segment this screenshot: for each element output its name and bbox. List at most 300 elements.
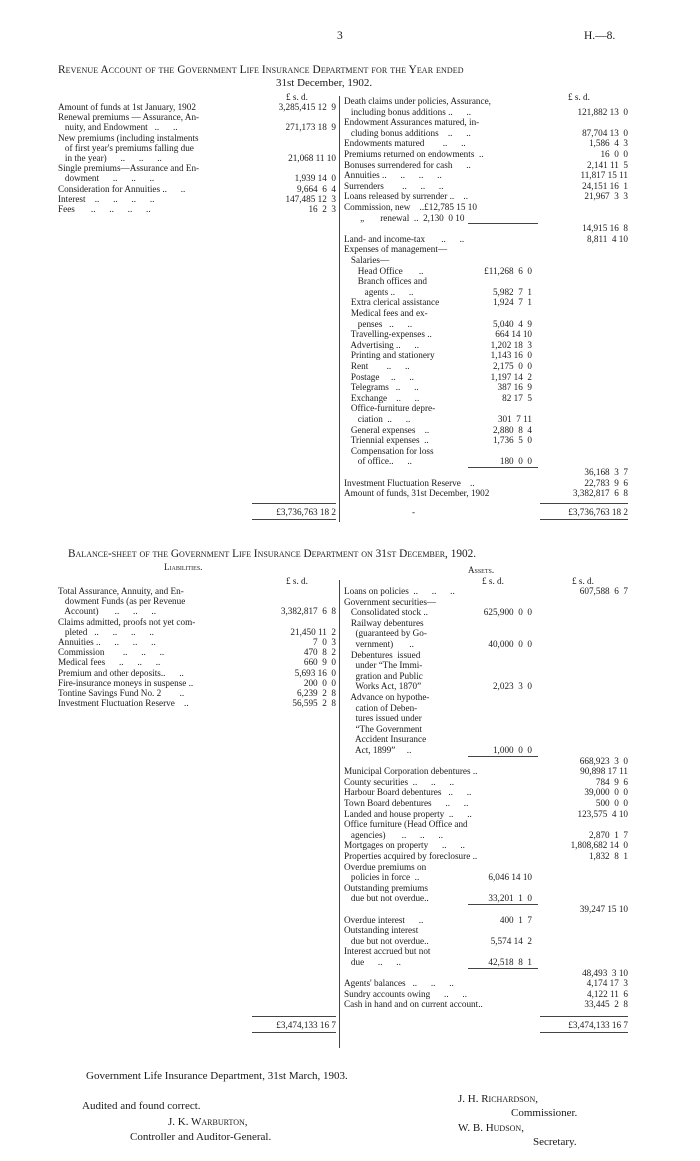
ledger-label: Accident Insurance <box>344 734 427 745</box>
ledger-sub-amount: 1,143 16 0 <box>490 350 532 361</box>
ledger-label: Investment Fluctuation Reserve .. <box>58 698 189 709</box>
ledger-row <box>344 639 628 649</box>
ledger-row <box>344 692 628 702</box>
ledger-row <box>344 819 628 829</box>
ledger-amount: 1,939 14 0 <box>294 173 336 184</box>
ledger-label: Interest .. .. .. .. <box>58 193 155 204</box>
ledger-label: Mortgages on property .. .. <box>344 840 465 851</box>
ledger-row <box>58 204 336 214</box>
auditor-name: J. K. Warburton, <box>168 1116 248 1128</box>
ledger-label: due but not overdue.. <box>344 893 429 904</box>
ledger-sub-amount: 1,202 18 3 <box>490 339 532 350</box>
ledger-row <box>344 756 628 766</box>
ledger-row <box>58 173 336 183</box>
page-number: 3 <box>337 30 343 42</box>
ledger-row <box>344 830 628 840</box>
ledger-row <box>344 968 628 978</box>
balance-rule-left-bottom <box>252 1032 336 1033</box>
ledger-label: “The Government <box>344 723 423 734</box>
secretary-title: Secretary. <box>533 1136 577 1148</box>
ledger-amount: 470 8 2 <box>303 647 336 658</box>
ledger-row <box>344 989 628 999</box>
ledger-label: of first year's premiums falling due <box>58 142 194 153</box>
ledger-amount: 21,967 3 3 <box>584 191 628 202</box>
ledger-label: agents .. .. <box>344 286 414 297</box>
ledger-label: General expenses .. <box>344 424 430 435</box>
balance-total-left: £3,474,133 16 7 <box>276 1020 336 1030</box>
ledger-row <box>58 102 336 112</box>
ledger-label: vernment) .. <box>344 639 414 649</box>
ledger-sub-amount: 82 17 5 <box>502 392 532 403</box>
ledger-amount: 9,664 6 4 <box>296 183 336 194</box>
ledger-label: agencies) .. .. .. <box>344 829 443 840</box>
ledger-row <box>344 361 628 371</box>
ledger-amount: 21,068 11 10 <box>288 153 336 163</box>
ledger-label: cluding bonus additions .. .. <box>344 127 471 138</box>
revenue-rule-left-bottom <box>252 519 336 520</box>
ledger-label: Rent .. .. <box>344 361 410 371</box>
ledger-label: Medical fees and ex- <box>344 308 428 318</box>
ledger-sub-amount: 40,000 0 0 <box>488 639 532 649</box>
ledger-row <box>344 904 628 914</box>
ledger-amount: 1,586 4 3 <box>588 138 628 149</box>
ledger-sub-amount: 1,197 14 2 <box>490 371 532 382</box>
ledger-row <box>58 184 336 194</box>
ledger-row <box>344 255 628 265</box>
assets-heading: Assets. <box>468 565 495 575</box>
ledger-label: due but not overdue.. <box>344 935 429 946</box>
ledger-row <box>344 244 628 254</box>
ledger-row <box>58 133 336 143</box>
ledger-sub-amount: 664 14 10 <box>495 329 532 340</box>
ledger-row <box>344 202 628 212</box>
ledger-row <box>344 713 628 723</box>
ledger-label: ciation .. .. <box>344 414 411 424</box>
ledger-amount: 87,704 13 0 <box>582 127 628 138</box>
ledger-label: gration and Public <box>344 670 423 681</box>
subtotal-rule <box>468 223 538 224</box>
ledger-row <box>58 122 336 132</box>
ledger-label: Compensation for loss <box>344 445 434 456</box>
revenue-currency-right: £ s. d. <box>568 92 590 102</box>
ledger-label: „ renewal .. 2,130 0 10 <box>344 212 465 223</box>
revenue-subtitle: 31st December, 1902. <box>276 77 373 89</box>
ledger-amount: 3,382,817 6 8 <box>280 606 336 617</box>
ledger-row <box>344 999 628 1009</box>
ledger-row <box>344 276 628 286</box>
ledger-row <box>344 671 628 681</box>
ledger-amount: 3,285,415 12 9 <box>278 102 336 112</box>
ledger-row <box>344 618 628 628</box>
ledger-label: Sundry accounts owing .. .. <box>344 988 467 999</box>
ledger-label: Harbour Board debentures .. .. <box>344 787 472 798</box>
ledger-amount: 39,247 15 10 <box>579 904 628 914</box>
auditor-title: Controller and Auditor-General. <box>130 1131 272 1143</box>
ledger-label: Cash in hand and on current account.. <box>344 999 483 1010</box>
ledger-sub-amount: 625,900 0 0 <box>483 607 532 618</box>
ledger-label: Expenses of management— <box>344 244 448 255</box>
ledger-label: Landed and house property .. .. <box>344 808 472 819</box>
ledger-row <box>344 128 628 138</box>
ledger-label: Act, 1899” .. <box>344 745 412 755</box>
ledger-label: Investment Fluctuation Reserve .. <box>344 477 475 488</box>
ledger-row <box>58 627 336 637</box>
revenue-total-left: £3,736,763 18 2 <box>276 507 336 517</box>
ledger-amount: 271,173 18 9 <box>285 122 336 133</box>
ledger-amount: 2,141 11 5 <box>586 159 628 170</box>
ledger-row <box>58 586 336 596</box>
liabilities-heading: Liabilities. <box>164 562 203 572</box>
balance-currency-right: £ s. d. <box>572 576 594 586</box>
ledger-amount: 16 2 3 <box>308 204 336 214</box>
ledger-amount: 4,174 17 3 <box>586 978 628 989</box>
ledger-row <box>58 678 336 688</box>
ledger-label: Telegrams .. .. <box>344 382 419 393</box>
ledger-row <box>344 650 628 660</box>
revenue-rule-right <box>540 503 628 504</box>
ledger-sub-amount: 5,982 7 1 <box>492 286 532 297</box>
ledger-amount: 39,000 0 0 <box>584 787 628 798</box>
ledger-row <box>344 213 628 223</box>
ledger-amount: 11,817 15 11 <box>580 170 628 181</box>
ledger-amount: 5,693 16 0 <box>294 667 336 678</box>
balance-total-right: £3,474,133 16 7 <box>568 1020 628 1030</box>
ledger-row <box>58 688 336 698</box>
ledger-sub-amount: 5,574 14 2 <box>490 935 532 946</box>
ledger-label: due .. .. <box>344 957 401 967</box>
ledger-label: Travelling-expenses .. <box>344 329 432 340</box>
ledger-row <box>344 660 628 670</box>
ledger-row <box>344 107 628 117</box>
ledger-sub-amount: 6,046 14 10 <box>488 872 532 883</box>
ledger-sub-amount: 5,040 4 9 <box>492 318 532 329</box>
ledger-label: Properties acquired by foreclosure .. <box>344 851 478 861</box>
ledger-label: Overdue interest .. <box>344 914 424 925</box>
ledger-row <box>344 149 628 159</box>
ledger-amount: 36,168 3 7 <box>584 467 628 477</box>
revenue-rule-left <box>252 503 336 504</box>
ledger-label: Land- and income-tax .. .. <box>344 233 465 244</box>
commissioner-title: Commissioner. <box>511 1107 578 1119</box>
ledger-label: cation of Deben- <box>344 702 418 713</box>
ledger-row <box>344 425 628 435</box>
ledger-label: Consideration for Annuities .. .. <box>58 183 186 194</box>
ledger-label: Commission .. .. .. <box>58 647 165 658</box>
ledger-row <box>344 223 628 233</box>
ledger-amount: 668,923 3 0 <box>579 755 628 766</box>
ledger-label: in the year) .. .. .. <box>58 153 162 163</box>
ledger-label: Endowment Assurances matured, in- <box>344 117 480 128</box>
revenue-rule-right-bottom <box>540 519 628 520</box>
ledger-amount: 200 0 0 <box>303 677 336 688</box>
ledger-row <box>344 628 628 638</box>
ledger-row <box>344 681 628 691</box>
ledger-label: tures issued under <box>344 713 422 724</box>
ledger-label: Interest accrued but not <box>344 946 431 957</box>
ledger-label: Government securities— <box>344 596 437 607</box>
ledger-label: dowment .. .. .. <box>58 173 155 184</box>
ledger-row <box>344 266 628 276</box>
ledger-amount: 33,445 2 8 <box>584 999 628 1010</box>
secretary-name: W. B. Hudson, <box>458 1122 524 1134</box>
revenue-title: Revenue Account of the Government Life Insurance Department for the Year ended <box>58 64 464 76</box>
ledger-amount: 16 0 0 <box>600 149 628 159</box>
ledger-row <box>58 153 336 163</box>
ledger-row <box>344 181 628 191</box>
subtotal-rule <box>468 968 538 969</box>
ledger-label: Fire-insurance moneys in suspense .. <box>58 677 194 688</box>
ledger-row <box>344 308 628 318</box>
ledger-row <box>58 668 336 678</box>
ledger-row <box>344 372 628 382</box>
ledger-label: Bonuses surrendered for cash .. <box>344 159 471 170</box>
ledger-row <box>344 138 628 148</box>
ledger-row <box>344 117 628 127</box>
ledger-amount: 3,382,817 6 8 <box>572 488 628 499</box>
ledger-label: New premiums (including instalments <box>58 132 199 143</box>
ledger-label: Commission, new ..£12,785 15 10 <box>344 202 477 212</box>
ledger-amount: 2,870 1 7 <box>588 829 628 840</box>
revenue-currency-left: £ s. d. <box>286 92 308 102</box>
ledger-label: of office.. .. <box>344 456 412 467</box>
ledger-label: Office furniture (Head Office and <box>344 819 468 830</box>
ledger-row <box>344 766 628 776</box>
ledger-label: Annuities .. .. .. .. <box>58 637 156 647</box>
ledger-sub-amount: 180 0 0 <box>499 456 532 467</box>
ledger-amount: 7 0 3 <box>313 637 336 647</box>
ledger-sub-amount: 1,736 5 0 <box>492 435 532 446</box>
ledger-row <box>344 456 628 466</box>
ledger-label: Fees .. .. .. .. <box>58 204 151 214</box>
ledger-row <box>58 163 336 173</box>
ledger-row <box>58 143 336 153</box>
ledger-row <box>344 597 628 607</box>
ledger-row <box>344 724 628 734</box>
ledger-label: Extra clerical assistance <box>344 297 440 308</box>
ledger-label: Loans released by surrender .. .. <box>344 191 468 202</box>
ledger-amount: 56,595 2 8 <box>292 698 336 709</box>
ledger-label: Municipal Corporation debentures .. <box>344 766 478 777</box>
ledger-sub-amount: £11,268 6 0 <box>484 265 532 276</box>
ledger-label: Outstanding interest <box>344 925 419 936</box>
ledger-row <box>344 393 628 403</box>
ledger-amount: 123,575 4 10 <box>577 808 628 819</box>
ledger-row <box>344 925 628 935</box>
ledger-label: Office-furniture depre- <box>344 403 436 414</box>
ledger-row <box>344 414 628 424</box>
ledger-label: Renewal premiums — Assurance, An- <box>58 112 200 123</box>
ledger-row <box>344 703 628 713</box>
ledger-label: Advance on hypothe- <box>344 692 430 702</box>
ledger-amount: 8,811 4 10 <box>586 233 628 244</box>
revenue-total-right: £3,736,763 18 2 <box>568 507 628 517</box>
ledger-row <box>344 607 628 617</box>
ledger-label: Surrenders .. .. .. <box>344 180 444 191</box>
ledger-label: Amount of funds, 31st December, 1902 <box>344 488 490 499</box>
ledger-amount: 4,122 11 6 <box>586 988 628 999</box>
ledger-sub-amount: 1,924 7 1 <box>492 297 532 308</box>
balance-currency-mid: £ s. d. <box>482 576 504 586</box>
ledger-amount: 48,493 3 10 <box>582 967 628 978</box>
ledger-row <box>344 319 628 329</box>
ledger-label: Single premiums—Assurance and En- <box>58 163 200 174</box>
ledger-row <box>58 112 336 122</box>
ledger-amount: 1,832 8 1 <box>588 851 628 861</box>
ledger-row <box>344 329 628 339</box>
ledger-label: Medical fees .. .. .. <box>58 657 161 668</box>
ledger-sub-amount: 42,518 8 1 <box>488 957 532 967</box>
ledger-row <box>344 160 628 170</box>
ledger-row <box>344 170 628 180</box>
ledger-amount: 660 9 0 <box>303 657 336 668</box>
department-date-line: Government Life Insurance Department, 31st March, 1903. <box>86 1070 348 1082</box>
ledger-row <box>344 915 628 925</box>
ledger-label: policies in force .. <box>344 872 420 883</box>
ledger-row <box>344 340 628 350</box>
ledger-row <box>58 698 336 708</box>
ledger-label: Exchange .. .. <box>344 392 420 403</box>
ledger-row <box>58 637 336 647</box>
ledger-amount: 21,450 11 2 <box>290 626 336 637</box>
ledger-row <box>344 446 628 456</box>
ledger-label: Advertising .. .. <box>344 339 420 350</box>
ledger-row <box>344 851 628 861</box>
ledger-sub-amount: 2,175 0 0 <box>492 361 532 371</box>
ledger-label: Consolidated stock .. <box>344 607 428 618</box>
ledger-amount: 90,898 17 11 <box>580 766 628 777</box>
ledger-label: Branch offices and <box>344 276 428 287</box>
ledger-label: Death claims under policies, Assurance, <box>344 96 491 106</box>
ledger-sub-amount: 2,880 8 4 <box>492 424 532 435</box>
ledger-row <box>344 382 628 392</box>
ledger-row <box>344 96 628 106</box>
ledger-row <box>344 234 628 244</box>
ledger-row <box>344 872 628 882</box>
ledger-row <box>58 596 336 606</box>
ledger-row <box>344 936 628 946</box>
ledger-label: dowment Funds (as per Revenue <box>58 596 186 607</box>
ledger-row <box>344 787 628 797</box>
ledger-row <box>344 478 628 488</box>
ledger-row <box>344 435 628 445</box>
ledger-row <box>344 403 628 413</box>
ledger-row <box>344 840 628 850</box>
ledger-amount: 500 0 0 <box>595 798 628 808</box>
balance-title: Balance-sheet of the Government Life Insurance Department on 31st December, 1902. <box>68 548 477 560</box>
ledger-label: nuity, and Endowment .. .. <box>58 122 178 133</box>
revenue-divider <box>339 96 340 522</box>
ledger-label: Endowments matured .. .. <box>344 138 466 149</box>
ledger-label: under “The Immi- <box>344 660 423 671</box>
ledger-sub-amount: 301 7 11 <box>497 414 532 424</box>
ledger-label: Postage .. .. <box>344 371 414 382</box>
ledger-label: Works Act, 1870” <box>344 681 422 692</box>
ledger-label: Claims admitted, proofs not yet com- <box>58 616 196 627</box>
subtotal-rule <box>468 467 538 468</box>
ledger-amount: 14,915 16 8 <box>582 223 628 234</box>
balance-currency-left: £ s. d. <box>286 576 308 586</box>
ledger-label: Premiums returned on endowments .. <box>344 149 484 159</box>
ledger-label: Head Office .. <box>344 265 424 276</box>
ledger-row <box>344 883 628 893</box>
ledger-label: Loans on policies .. .. .. <box>344 586 455 596</box>
ledger-row <box>344 488 628 498</box>
ledger-label: Printing and stationery <box>344 350 435 361</box>
ledger-sub-amount: 33,201 1 0 <box>488 893 532 904</box>
ledger-row <box>344 297 628 307</box>
ledger-amount: 24,151 16 1 <box>582 180 628 191</box>
ledger-label: (guaranteed by Go- <box>344 628 427 639</box>
ledger-label: Account) .. .. .. <box>58 606 156 617</box>
balance-rule-right <box>540 1016 628 1017</box>
ledger-row <box>344 467 628 477</box>
ledger-amount: 784 9 6 <box>595 776 628 787</box>
ledger-row <box>344 946 628 956</box>
ledger-label: Agents' balances .. .. .. <box>344 978 454 989</box>
ledger-row <box>344 734 628 744</box>
ledger-row <box>58 194 336 204</box>
ledger-sub-amount: 387 16 9 <box>497 382 532 393</box>
ledger-label: Premium and other deposits.. .. <box>58 667 184 678</box>
ledger-row <box>344 957 628 967</box>
ledger-row <box>344 777 628 787</box>
ledger-sub-amount: 400 1 7 <box>499 914 532 925</box>
subtotal-rule <box>468 756 538 757</box>
balance-rule-right-bottom <box>540 1032 628 1033</box>
ledger-amount: 22,783 9 6 <box>584 477 628 488</box>
ledger-sub-amount: 2,023 3 0 <box>492 681 532 692</box>
balance-divider <box>339 580 340 1048</box>
ledger-row <box>344 798 628 808</box>
ledger-amount: 6,239 2 8 <box>296 688 336 698</box>
ledger-label: Debentures issued <box>344 649 421 660</box>
ledger-amount: 147,485 12 3 <box>285 193 336 204</box>
ledger-row <box>344 586 628 596</box>
ledger-label: Annuities .. .. .. .. <box>344 170 442 181</box>
ledger-row <box>344 350 628 360</box>
audited-note: Audited and found correct. <box>82 1100 201 1112</box>
ledger-label: penses .. .. <box>344 318 413 329</box>
ledger-label: Overdue premiums on <box>344 861 427 872</box>
ledger-label: Amount of funds at 1st January, 1902 <box>58 102 196 112</box>
ledger-label: pleted .. .. .. .. <box>58 626 154 637</box>
ledger-label: Salaries— <box>344 255 390 265</box>
ledger-label: County securities .. .. .. <box>344 776 454 787</box>
ledger-amount: 1,808,682 14 0 <box>570 840 628 851</box>
ledger-row <box>344 862 628 872</box>
ledger-sub-amount: 1,000 0 0 <box>492 745 532 755</box>
balance-rule-left <box>252 1016 336 1017</box>
ledger-amount: 121,882 13 0 <box>577 106 628 117</box>
ledger-row <box>58 647 336 657</box>
ledger-label: Town Board debentures .. .. <box>344 798 469 808</box>
ledger-row <box>58 606 336 616</box>
ledger-label: Tontine Savings Fund No. 2 .. <box>58 688 185 698</box>
subtotal-rule <box>468 904 538 905</box>
ledger-row <box>58 657 336 667</box>
ledger-amount: 607,588 6 7 <box>579 586 628 596</box>
ledger-row <box>344 745 628 755</box>
ledger-label: Triennial expenses .. <box>344 435 429 446</box>
ledger-label: Outstanding premiums <box>344 882 428 893</box>
ledger-row <box>344 287 628 297</box>
revenue-total-center-dash: - <box>412 507 416 517</box>
commissioner-name: J. H. Richardson, <box>458 1093 538 1105</box>
ledger-row <box>58 617 336 627</box>
ledger-row <box>344 191 628 201</box>
ledger-label: Total Assurance, Annuity, and En- <box>58 586 184 596</box>
ledger-label: Railway debentures <box>344 617 424 628</box>
